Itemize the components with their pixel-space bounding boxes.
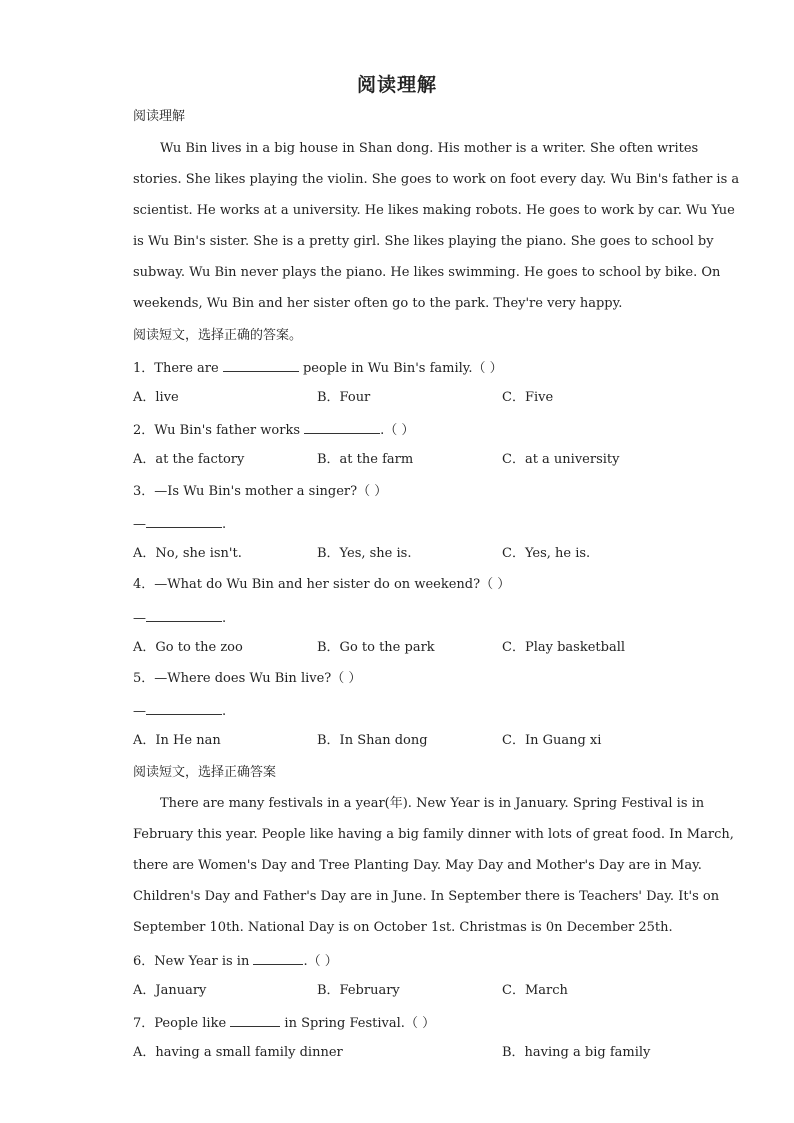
passage-line: September 10th. National Day is on October 1st. Christmas is 0n December 25th.	[133, 920, 673, 935]
dash: —	[133, 704, 146, 719]
passage-line: there are Women's Day and Tree Planting Day. May Day and Mother's Day are in May.	[133, 858, 702, 873]
option-c[interactable]: C．In Guang xi	[502, 733, 602, 748]
option-a[interactable]: A．No, she isn't.	[133, 546, 242, 561]
question-text: in Spring Festival.（ ）	[280, 1016, 436, 1031]
question-text: 7．People like	[133, 1016, 231, 1031]
passage-line: February this year. People like having a big family dinner with lots of great food. In March,	[133, 827, 734, 842]
answer-line: — .	[133, 611, 227, 626]
answer-blank[interactable]	[230, 1014, 280, 1027]
option-c[interactable]: C．March	[502, 983, 568, 998]
answer-blank[interactable]	[253, 952, 303, 965]
question-text: 1．There are	[133, 361, 223, 376]
answer-line: — .	[133, 704, 227, 719]
answer-line: — .	[133, 517, 227, 532]
question-7	[133, 1014, 435, 1032]
option-a[interactable]: A．at the factory	[133, 452, 245, 467]
question-text: 2．Wu Bin's father works	[133, 423, 305, 438]
dash: —	[133, 517, 146, 532]
option-b[interactable]: B．In Shan dong	[317, 733, 428, 748]
passage-line: weekends, Wu Bin and her sister often go to the park. They're very happy.	[133, 296, 623, 311]
question-3: 3．—Is Wu Bin's mother a singer?（ ）	[133, 484, 388, 499]
option-c[interactable]: C．at a university	[502, 452, 620, 467]
option-a[interactable]: A．January	[133, 983, 207, 998]
answer-blank[interactable]	[146, 515, 222, 528]
option-b[interactable]: B．Go to the park	[317, 640, 435, 655]
instruction: 阅读短文，选择正确的答案。	[133, 328, 303, 343]
passage-line: Wu Bin lives in a big house in Shan dong. His mother is a writer. She often writes	[160, 141, 699, 156]
passage-line: There are many festivals in a year(年). New Year is in January. Spring Festival is in	[160, 796, 705, 811]
passage-line: stories. She likes playing the violin. She goes to work on foot every day. Wu Bin's father is a	[133, 172, 740, 187]
option-b[interactable]: B．having a big family	[502, 1045, 651, 1060]
question-1	[133, 359, 503, 377]
option-c[interactable]: C．Yes, he is.	[502, 546, 591, 561]
answer-blank[interactable]	[146, 702, 222, 715]
answer-blank[interactable]	[146, 609, 222, 622]
answer-blank[interactable]	[223, 359, 299, 372]
option-b[interactable]: B．February	[317, 983, 400, 998]
question-2	[133, 421, 414, 439]
question-text: .（ ）	[303, 954, 338, 969]
option-b[interactable]: B．Yes, she is.	[317, 546, 412, 561]
question-text: .（ ）	[380, 423, 415, 438]
passage-line: scientist. He works at a university. He likes making robots. He goes to work by car. Wu Yue	[133, 203, 735, 218]
passage-line: is Wu Bin's sister. She is a pretty girl. She likes playing the piano. She goes to school by	[133, 234, 714, 249]
option-b[interactable]: B．Four	[317, 390, 371, 405]
question-text: people in Wu Bin's family.（ ）	[298, 361, 503, 376]
answer-blank[interactable]	[304, 421, 380, 434]
section-heading: 阅读短文，选择正确答案	[133, 765, 277, 780]
option-c[interactable]: C．Five	[502, 390, 554, 405]
passage-line: subway. Wu Bin never plays the piano. He likes swimming. He goes to school by bike. On	[133, 265, 721, 280]
option-c[interactable]: C．Play basketball	[502, 640, 626, 655]
option-b[interactable]: B．at the farm	[317, 452, 414, 467]
question-text: 6．New Year is in	[133, 954, 254, 969]
option-a[interactable]: A．live	[133, 390, 179, 405]
option-a[interactable]: A．In He nan	[133, 733, 221, 748]
question-4: 4．—What do Wu Bin and her sister do on weekend?（ ）	[133, 577, 511, 592]
question-6	[133, 952, 338, 970]
option-a[interactable]: A．having a small family dinner	[133, 1045, 343, 1060]
option-a[interactable]: A．Go to the zoo	[133, 640, 243, 655]
passage-line: Children's Day and Father's Day are in June. In September there is Teachers' Day. It's on	[133, 889, 720, 904]
question-5: 5．—Where does Wu Bin live?（ ）	[133, 671, 362, 686]
dash: —	[133, 611, 146, 626]
page-title: 阅读理解	[356, 74, 437, 96]
section-heading: 阅读理解	[133, 109, 186, 124]
